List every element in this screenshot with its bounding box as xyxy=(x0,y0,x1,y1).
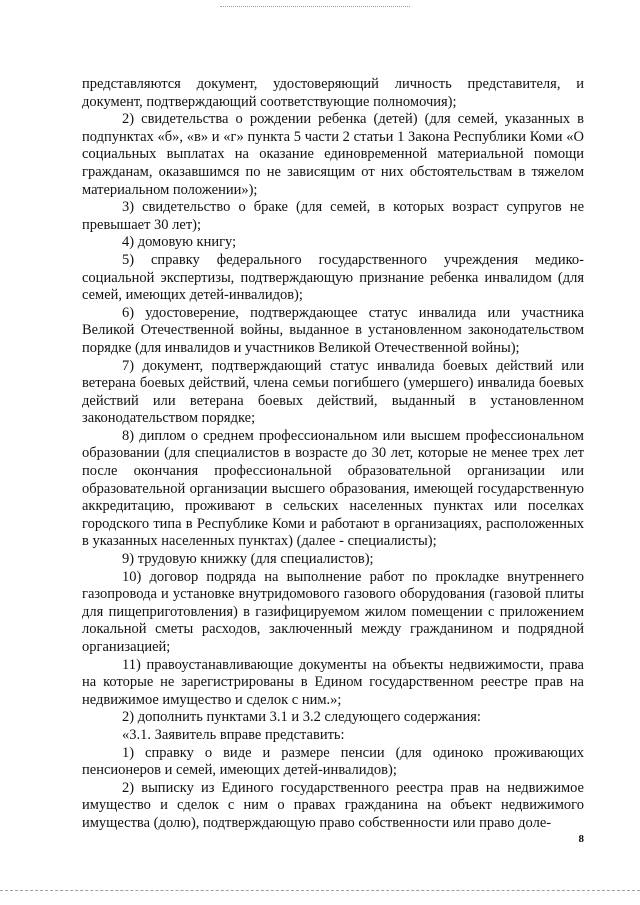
paragraph-subitem-2: 2) выписку из Единого государственного реестра прав на недвижимое имущество и сделок с ним о правах гражданина на объект недвижимого имущества (долю), подтверждающую право собственности или право доле- xyxy=(82,779,584,831)
paragraph-item-10: 10) договор подряда на выполнение работ по прокладке внутреннего газопровода и установке внутридомового газового оборудования (газовой плиты для пищеприготовления) в газифицируемом жилом помещении с приложением локальной сметы расходов, заключенный между гражданином и подрядной организацией; xyxy=(82,568,584,655)
paragraph-item-2: 2) свидетельства о рождении ребенка (детей) (для семей, указанных в подпунктах «б», «в» и «г» пункта 5 части 2 статьи 1 Закона Республики Коми «О социальных выплатах на оказание единовременной материальной помощи гражданам, оказавшимся по не зависящим от них обстоятельствам в тяжелом материальном положении»); xyxy=(82,111,584,198)
scan-artifact-bottom xyxy=(0,890,640,892)
paragraph-item-9: 9) трудовую книжку (для специалистов); xyxy=(122,551,374,568)
paragraph-item-3: 3) свидетельство о браке (для семей, в которых возраст супругов не превышает 30 лет); xyxy=(82,199,584,233)
paragraph-item-8: 8) диплом о среднем профессиональном или высшем профессиональном образовании (для специалистов в возрасте до 30 лет, которые не менее трех лет после окончания профессиональной образовательной организации или образовательной организации высшего образования, имеющей государственную аккредитацию, проживают в сельских населенных пунктах или поселках городского типа в Республике Коми и работают в организациях, расположенных в указанных населенных пунктах) (далее - специалисты); xyxy=(82,427,584,550)
paragraph-item-5: 5) справку федерального государственного учреждения медико-социальной экспертизы, подтверждающую признание ребенка инвалидом (для семей, имеющих детей-инвалидов); xyxy=(82,251,584,304)
paragraph-item-7: 7) документ, подтверждающий статус инвалида боевых действий или ветерана боевых действий, члена семьи погибшего (умершего) инвалида боевых действий или ветерана боевых действий, выданный в установленном законодательством порядке; xyxy=(82,357,584,427)
paragraph-item-11: 11) правоустанавливающие документы на объекты недвижимости, права на которые не зарегистрированы в Едином государственном реестре прав на недвижимое имущество и сделок с ним.»; xyxy=(82,656,584,708)
paragraph-section-3-1: «3.1. Заявитель вправе представить: xyxy=(122,726,345,743)
paragraph-subitem-1: 1) справку о виде и размере пенсии (для одиноко проживающих пенсионеров и семей, имеющих детей-инвалидов); xyxy=(82,744,584,779)
paragraph-continuation: представляются документ, удостоверяющий личность представителя, и документ, подтверждающий соответствующие полномочия); xyxy=(82,76,584,110)
page-number: 8 xyxy=(578,833,584,845)
paragraph-item-6: 6) удостоверение, подтверждающее статус инвалида или участника Великой Отечественной войны, выданное в установленном законодательством порядке (для инвалидов и участников Великой Отечественной войны); xyxy=(82,304,584,356)
scan-artifact-top xyxy=(220,6,410,8)
document-body xyxy=(82,76,584,833)
paragraph-item-4: 4) домовую книгу; xyxy=(122,234,237,251)
paragraph-amendment: 2) дополнить пунктами 3.1 и 3.2 следующего содержания: xyxy=(122,709,481,726)
